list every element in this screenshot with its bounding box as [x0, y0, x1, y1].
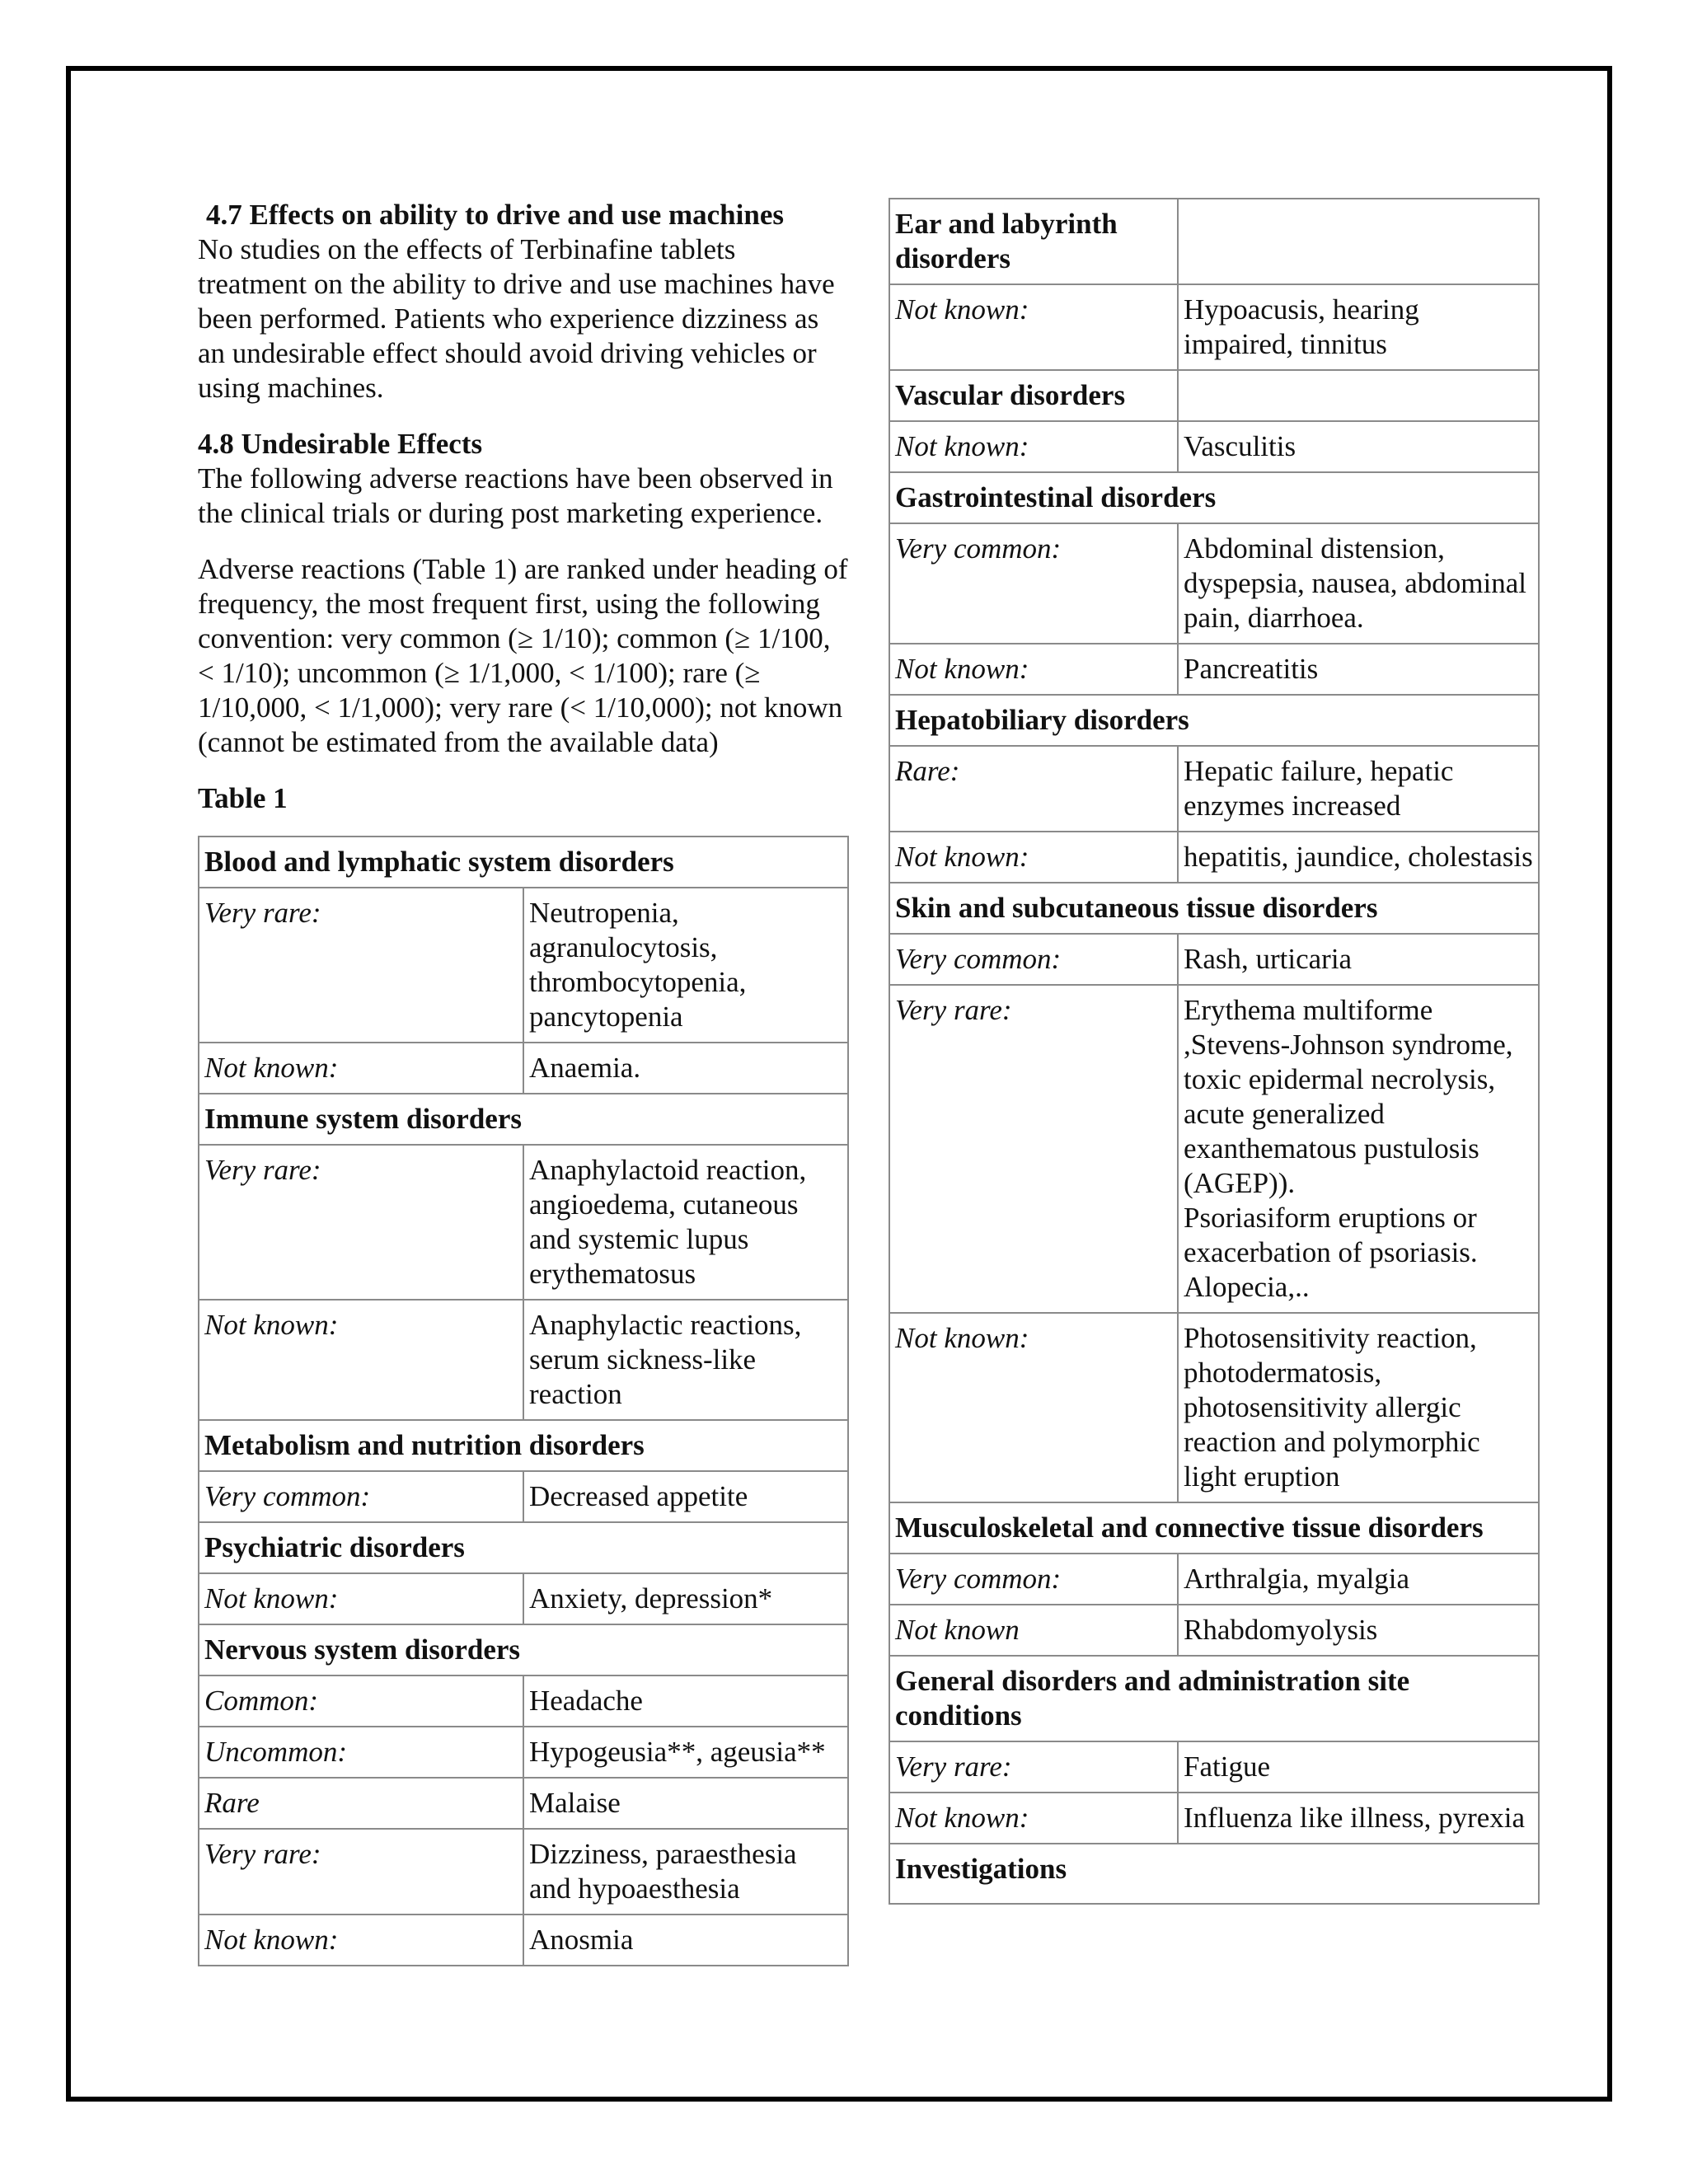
section-4-7-heading: 4.7 Effects on ability to drive and use machines: [206, 199, 784, 231]
table-row: [889, 644, 1539, 695]
table-row: [199, 1778, 848, 1829]
section-row: [889, 1656, 1539, 1741]
frequency-cell: Very common:: [889, 934, 1178, 985]
effect-cell: Headache: [523, 1675, 848, 1727]
soc-heading: Skin and subcutaneous tissue disorders: [889, 883, 1539, 934]
section-row: [889, 1844, 1539, 1904]
table-row: [889, 1313, 1539, 1502]
frequency-cell: Very rare:: [199, 1829, 523, 1915]
table-row: [199, 1727, 848, 1778]
frequency-cell: Not known:: [199, 1043, 523, 1094]
effect-cell: Fatigue: [1178, 1741, 1539, 1793]
table-title: Table 1: [198, 782, 288, 814]
table-row: [889, 523, 1539, 644]
table-row: [889, 284, 1539, 370]
empty-cell: [1178, 370, 1539, 421]
section-row: [199, 1094, 848, 1145]
soc-heading: Metabolism and nutrition disorders: [199, 1420, 848, 1471]
table-row: [889, 934, 1539, 985]
empty-cell: [1178, 199, 1539, 284]
frequency-cell: Not known:: [889, 1793, 1178, 1844]
table-row: [199, 1675, 848, 1727]
table-row: [199, 888, 848, 1043]
frequency-cell: Not known:: [889, 421, 1178, 472]
adverse-reactions-table-left: [198, 836, 849, 1966]
table-row: [889, 1554, 1539, 1605]
table-row: [889, 421, 1539, 472]
table-row: [199, 1043, 848, 1094]
soc-heading: Psychiatric disorders: [199, 1522, 848, 1573]
soc-heading: Ear and labyrinth disorders: [889, 199, 1178, 284]
soc-heading: Gastrointestinal disorders: [889, 472, 1539, 523]
table-row: [199, 1145, 848, 1300]
effect-cell: hepatitis, jaundice, cholestasis: [1178, 832, 1539, 883]
effect-cell: Influenza like illness, pyrexia: [1178, 1793, 1539, 1844]
frequency-cell: Very rare:: [889, 985, 1178, 1313]
effect-cell: Photosensitivity reaction, photodermatosis, photosensitivity allergic reaction and polymorphic light eruption: [1178, 1313, 1539, 1502]
effect-cell: Vasculitis: [1178, 421, 1539, 472]
effect-cell: Anaphylactoid reaction, angioedema, cutaneous and systemic lupus erythematosus: [523, 1145, 848, 1300]
effect-cell: Abdominal distension, dyspepsia, nausea, abdominal pain, diarrhoea.: [1178, 523, 1539, 644]
effect-cell: Anosmia: [523, 1915, 848, 1966]
frequency-cell: Not known: [889, 1605, 1178, 1656]
section-4-8-heading: 4.8 Undesirable Effects: [198, 428, 483, 460]
table-row: [889, 985, 1539, 1313]
effect-cell: Decreased appetite: [523, 1471, 848, 1522]
table-row: [889, 1605, 1539, 1656]
frequency-cell: Not known:: [889, 832, 1178, 883]
right-column: [889, 198, 1540, 1905]
frequency-cell: Very common:: [889, 1554, 1178, 1605]
table-row: [199, 1300, 848, 1420]
table-row: [889, 832, 1539, 883]
table-row: [199, 1829, 848, 1915]
frequency-cell: Rare: [199, 1778, 523, 1829]
table-row: [199, 1915, 848, 1966]
frequency-cell: Very common:: [199, 1471, 523, 1522]
frequency-cell: Rare:: [889, 746, 1178, 832]
frequency-cell: Very rare:: [199, 1145, 523, 1300]
frequency-cell: Not known:: [889, 1313, 1178, 1502]
table-row: [199, 1471, 848, 1522]
table-row: [889, 1741, 1539, 1793]
section-row: [889, 883, 1539, 934]
effect-cell: Rash, urticaria: [1178, 934, 1539, 985]
section-row: [889, 199, 1539, 284]
adverse-reactions-table-right: [889, 198, 1540, 1905]
soc-heading: Musculoskeletal and connective tissue disorders: [889, 1502, 1539, 1554]
effect-cell: Malaise: [523, 1778, 848, 1829]
section-row: [199, 1522, 848, 1573]
frequency-cell: Not known:: [199, 1915, 523, 1966]
table-row: [199, 1573, 848, 1624]
frequency-cell: Not known:: [889, 644, 1178, 695]
soc-heading: Immune system disorders: [199, 1094, 848, 1145]
soc-heading: General disorders and administration site conditions: [889, 1656, 1539, 1741]
soc-heading: Blood and lymphatic system disorders: [199, 837, 848, 888]
section-row: [199, 837, 848, 888]
left-column: [198, 198, 849, 1966]
section-4-8-para1: The following adverse reactions have been observed in the clinical trials or during post marketing experience.: [198, 462, 833, 529]
effect-cell: Dizziness, paraesthesia and hypoaesthesia: [523, 1829, 848, 1915]
section-row: [889, 472, 1539, 523]
frequency-cell: Uncommon:: [199, 1727, 523, 1778]
soc-heading: Nervous system disorders: [199, 1624, 848, 1675]
section-row: [889, 370, 1539, 421]
effect-cell: Hypogeusia**, ageusia**: [523, 1727, 848, 1778]
section-row: [199, 1624, 848, 1675]
table-row: [889, 1793, 1539, 1844]
effect-cell: Anaphylactic reactions, serum sickness-like reaction: [523, 1300, 848, 1420]
soc-heading: Vascular disorders: [889, 370, 1178, 421]
frequency-cell: Not known:: [889, 284, 1178, 370]
section-row: [889, 1502, 1539, 1554]
effect-cell: Anxiety, depression*: [523, 1573, 848, 1624]
frequency-cell: Common:: [199, 1675, 523, 1727]
section-row: [199, 1420, 848, 1471]
section-4-7-body: No studies on the effects of Terbinafine tablets treatment on the ability to drive and use machines have been performed. Patients who experience dizziness as an undesirable effect should avoid driving vehicles or using machines.: [198, 233, 835, 404]
effect-cell: Rhabdomyolysis: [1178, 1605, 1539, 1656]
section-row: [889, 695, 1539, 746]
frequency-cell: Very rare:: [889, 1741, 1178, 1793]
frequency-cell: Very rare:: [199, 888, 523, 1043]
soc-heading: Investigations: [889, 1844, 1539, 1904]
effect-cell: Erythema multiforme ,Stevens-Johnson syndrome, toxic epidermal necrolysis, acute generalized exanthematous pustulosis (AGEP)). Psoriasiform eruptions or exacerbation of psoriasis. Alopecia,..: [1178, 985, 1539, 1313]
effect-cell: Hypoacusis, hearing impaired, tinnitus: [1178, 284, 1539, 370]
frequency-cell: Not known:: [199, 1300, 523, 1420]
effect-cell: Hepatic failure, hepatic enzymes increased: [1178, 746, 1539, 832]
soc-heading: Hepatobiliary disorders: [889, 695, 1539, 746]
effect-cell: Anaemia.: [523, 1043, 848, 1094]
effect-cell: Arthralgia, myalgia: [1178, 1554, 1539, 1605]
frequency-cell: Very common:: [889, 523, 1178, 644]
effect-cell: Neutropenia, agranulocytosis, thrombocytopenia, pancytopenia: [523, 888, 848, 1043]
effect-cell: Pancreatitis: [1178, 644, 1539, 695]
table-row: [889, 746, 1539, 832]
section-4-8-para2: Adverse reactions (Table 1) are ranked under heading of frequency, the most frequent first, using the following convention: very common (≥ 1/10); common (≥ 1/100, < 1/10); uncommon (≥ 1/1,000, < 1/100); rare (≥ 1/10,000, < 1/1,000); very rare (< 1/10,000); not known (cannot be estimated from the available data): [198, 553, 848, 758]
frequency-cell: Not known:: [199, 1573, 523, 1624]
